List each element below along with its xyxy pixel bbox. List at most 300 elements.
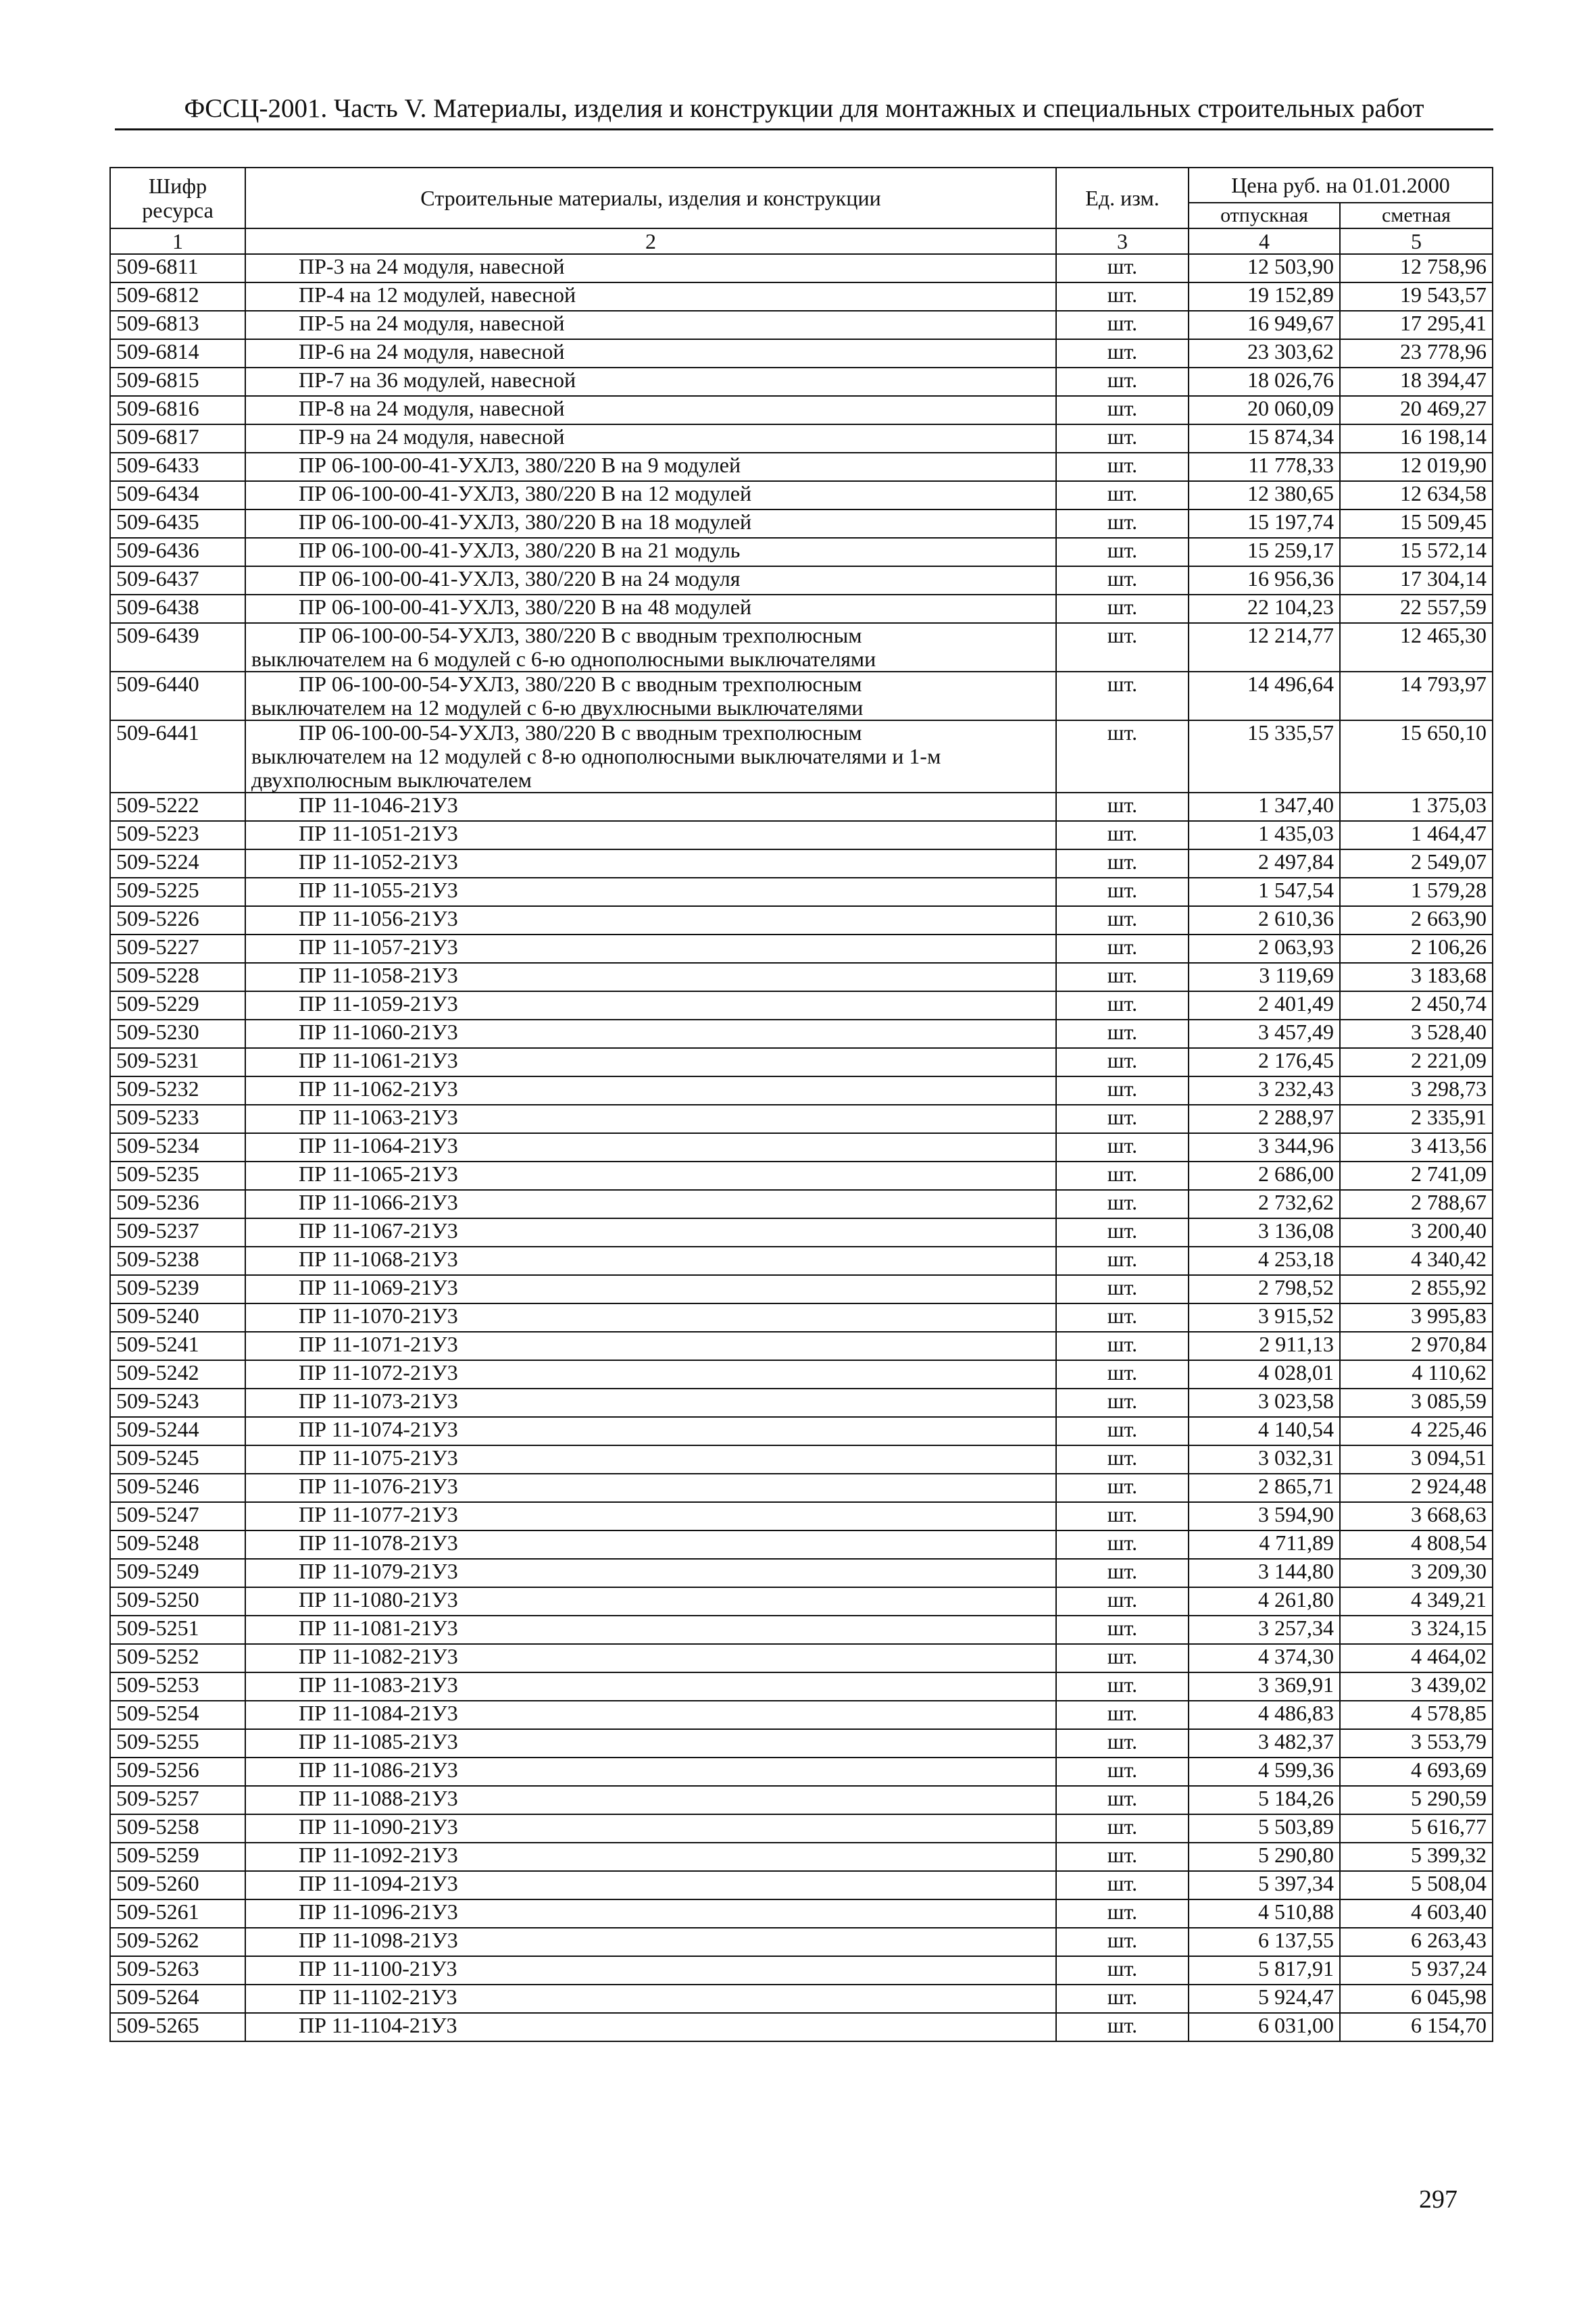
material-name-line: ПР 11-1055-21У3 (299, 878, 458, 902)
price-release-cell: 5 924,47 (1189, 1985, 1340, 2013)
material-name-cell (245, 1587, 1056, 1616)
unit-cell: шт. (1056, 793, 1189, 821)
material-name-cell (245, 1303, 1056, 1332)
material-name-line: ПР 11-1074-21У3 (299, 1417, 458, 1441)
material-name-continuation: выключателем на 12 модулей с 8-ю однополюсными выключателями и 1-м двухполюсным выключателем (251, 744, 941, 792)
material-name-cell (245, 311, 1056, 339)
price-release-cell: 2 176,45 (1189, 1048, 1340, 1076)
table-row (110, 1814, 1493, 1843)
material-name-cell (245, 396, 1056, 424)
material-name-line: ПР 11-1046-21У3 (299, 793, 458, 817)
unit-cell: шт. (1056, 1218, 1189, 1247)
material-name-line: ПР 11-1076-21У3 (299, 1474, 458, 1498)
price-table-body (110, 254, 1493, 2041)
resource-code-cell: 509-5254 (110, 1701, 245, 1729)
table-row (110, 1076, 1493, 1105)
table-row (110, 1985, 1493, 2013)
price-release-cell: 3 023,58 (1189, 1389, 1340, 1417)
price-release-cell: 2 732,62 (1189, 1190, 1340, 1218)
price-release-cell: 20 060,09 (1189, 396, 1340, 424)
table-row (110, 424, 1493, 453)
unit-cell: шт. (1056, 595, 1189, 623)
resource-code-cell: 509-5247 (110, 1502, 245, 1530)
price-estimate-cell: 4 110,62 (1340, 1360, 1493, 1389)
column-number-row (110, 228, 1493, 254)
unit-cell: шт. (1056, 1502, 1189, 1530)
material-name-line: ПР-7 на 36 модулей, навесной (299, 368, 576, 392)
price-release-cell: 22 104,23 (1189, 595, 1340, 623)
price-estimate-cell: 12 634,58 (1340, 481, 1493, 509)
unit-cell: шт. (1056, 1899, 1189, 1928)
resource-code-cell: 509-5250 (110, 1587, 245, 1616)
resource-code-cell: 509-5265 (110, 2013, 245, 2041)
price-estimate-cell: 3 094,51 (1340, 1445, 1493, 1474)
price-release-cell: 15 259,17 (1189, 538, 1340, 566)
resource-code-cell: 509-5237 (110, 1218, 245, 1247)
resource-code-cell: 509-6433 (110, 453, 245, 481)
unit-cell: шт. (1056, 935, 1189, 963)
price-release-cell: 2 063,93 (1189, 935, 1340, 963)
unit-cell: шт. (1056, 1332, 1189, 1360)
material-name-cell (245, 672, 1056, 720)
price-estimate-cell: 12 758,96 (1340, 254, 1493, 282)
resource-code-cell: 509-5248 (110, 1530, 245, 1559)
material-name-cell (245, 963, 1056, 991)
price-release-cell: 3 457,49 (1189, 1020, 1340, 1048)
table-row (110, 672, 1493, 720)
material-name-line: ПР 11-1065-21У3 (299, 1162, 458, 1186)
unit-cell: шт. (1056, 1303, 1189, 1332)
price-estimate-cell: 4 808,54 (1340, 1530, 1493, 1559)
material-name-cell (245, 935, 1056, 963)
price-estimate-cell: 5 399,32 (1340, 1843, 1493, 1871)
material-name-cell (245, 424, 1056, 453)
material-name-line: ПР 11-1104-21У3 (299, 2013, 457, 2037)
material-name-line: ПР 11-1058-21У3 (299, 963, 458, 987)
material-name-cell (245, 849, 1056, 878)
material-name-continuation: выключателем на 6 модулей с 6-ю однополюсными выключателями (251, 647, 876, 671)
resource-code-cell: 509-5229 (110, 991, 245, 1020)
resource-code-cell: 509-5258 (110, 1814, 245, 1843)
price-release-cell: 12 503,90 (1189, 254, 1340, 282)
price-release-cell: 2 686,00 (1189, 1162, 1340, 1190)
price-estimate-cell: 14 793,97 (1340, 672, 1493, 720)
material-name-line: ПР 11-1098-21У3 (299, 1928, 458, 1952)
resource-code-cell: 509-5234 (110, 1133, 245, 1162)
price-release-cell: 2 610,36 (1189, 906, 1340, 935)
price-estimate-cell: 16 198,14 (1340, 424, 1493, 453)
price-release-cell: 3 144,80 (1189, 1559, 1340, 1587)
table-row (110, 1275, 1493, 1303)
material-name-line: ПР 11-1056-21У3 (299, 906, 458, 930)
unit-cell: шт. (1056, 672, 1189, 720)
resource-code-cell: 509-6440 (110, 672, 245, 720)
price-table-header (110, 168, 1493, 254)
page-number: 297 (1419, 2185, 1457, 2214)
material-name-cell (245, 1758, 1056, 1786)
material-name-cell (245, 1843, 1056, 1871)
material-name-line: ПР 11-1075-21У3 (299, 1445, 458, 1470)
price-release-cell: 4 510,88 (1189, 1899, 1340, 1928)
price-estimate-cell: 5 290,59 (1340, 1786, 1493, 1814)
resource-code-cell: 509-5238 (110, 1247, 245, 1275)
material-name-cell (245, 509, 1056, 538)
price-release-cell: 3 369,91 (1189, 1672, 1340, 1701)
material-name-cell (245, 1417, 1056, 1445)
material-name-line: ПР 11-1082-21У3 (299, 1644, 458, 1668)
unit-cell: шт. (1056, 963, 1189, 991)
price-estimate-cell: 3 298,73 (1340, 1076, 1493, 1105)
unit-cell: шт. (1056, 453, 1189, 481)
material-name-line: ПР 11-1051-21У3 (299, 821, 458, 845)
price-estimate-cell: 3 209,30 (1340, 1559, 1493, 1587)
column-header-unit: Ед. изм. (1056, 168, 1189, 228)
table-row (110, 1899, 1493, 1928)
price-estimate-cell: 3 439,02 (1340, 1672, 1493, 1701)
unit-cell: шт. (1056, 906, 1189, 935)
column-number: 5 (1340, 228, 1493, 254)
table-row (110, 1020, 1493, 1048)
unit-cell: шт. (1056, 1162, 1189, 1190)
price-release-cell: 23 303,62 (1189, 339, 1340, 368)
unit-cell: шт. (1056, 1871, 1189, 1899)
table-row (110, 1105, 1493, 1133)
price-estimate-cell: 2 855,92 (1340, 1275, 1493, 1303)
price-estimate-cell: 22 557,59 (1340, 595, 1493, 623)
material-name-cell (245, 720, 1056, 793)
material-name-cell (245, 481, 1056, 509)
unit-cell: шт. (1056, 1672, 1189, 1701)
table-row (110, 282, 1493, 311)
material-name-line: ПР 11-1057-21У3 (299, 935, 458, 959)
unit-cell: шт. (1056, 1701, 1189, 1729)
resource-code-cell: 509-6814 (110, 339, 245, 368)
unit-cell: шт. (1056, 1559, 1189, 1587)
resource-code-cell: 509-5246 (110, 1474, 245, 1502)
unit-cell: шт. (1056, 1587, 1189, 1616)
material-name-cell (245, 1928, 1056, 1956)
table-row (110, 595, 1493, 623)
column-number: 3 (1056, 228, 1189, 254)
material-name-line: ПР 11-1072-21У3 (299, 1360, 458, 1385)
resource-code-cell: 509-6812 (110, 282, 245, 311)
table-row (110, 849, 1493, 878)
table-row (110, 1928, 1493, 1956)
resource-code-cell: 509-5239 (110, 1275, 245, 1303)
resource-code-cell: 509-5263 (110, 1956, 245, 1985)
unit-cell: шт. (1056, 1020, 1189, 1048)
price-estimate-cell: 3 995,83 (1340, 1303, 1493, 1332)
table-row (110, 963, 1493, 991)
material-name-line: ПР-6 на 24 модуля, навесной (299, 339, 565, 364)
material-name-line: ПР 06-100-00-41-УХЛ3, 380/220 В на 48 модулей (299, 595, 752, 619)
price-estimate-cell: 5 937,24 (1340, 1956, 1493, 1985)
material-name-cell (245, 1985, 1056, 2013)
column-header-name: Строительные материалы, изделия и конструкции (245, 168, 1056, 228)
material-name-line: ПР 11-1060-21У3 (299, 1020, 458, 1044)
resource-code-cell: 509-5249 (110, 1559, 245, 1587)
material-name-cell (245, 1275, 1056, 1303)
resource-code-cell: 509-5227 (110, 935, 245, 963)
resource-code-cell: 509-5242 (110, 1360, 245, 1389)
table-row (110, 1502, 1493, 1530)
price-release-cell: 4 374,30 (1189, 1644, 1340, 1672)
unit-cell: шт. (1056, 991, 1189, 1020)
table-row (110, 991, 1493, 1020)
price-release-cell: 6 031,00 (1189, 2013, 1340, 2041)
price-release-cell: 14 496,64 (1189, 672, 1340, 720)
price-estimate-cell: 3 528,40 (1340, 1020, 1493, 1048)
table-row (110, 566, 1493, 595)
unit-cell: шт. (1056, 311, 1189, 339)
price-estimate-cell: 18 394,47 (1340, 368, 1493, 396)
unit-cell: шт. (1056, 849, 1189, 878)
table-row (110, 1616, 1493, 1644)
table-row (110, 1729, 1493, 1758)
material-name-line: ПР-4 на 12 модулей, навесной (299, 282, 576, 307)
price-estimate-cell: 6 263,43 (1340, 1928, 1493, 1956)
material-name-cell (245, 1133, 1056, 1162)
price-estimate-cell: 23 778,96 (1340, 339, 1493, 368)
price-release-cell: 2 911,13 (1189, 1332, 1340, 1360)
table-row (110, 1303, 1493, 1332)
material-name-line: ПР-9 на 24 модуля, навесной (299, 424, 565, 449)
material-name-cell (245, 1105, 1056, 1133)
price-release-cell: 1 547,54 (1189, 878, 1340, 906)
price-estimate-cell: 2 788,67 (1340, 1190, 1493, 1218)
table-row (110, 623, 1493, 672)
table-row (110, 935, 1493, 963)
material-name-line: ПР 11-1064-21У3 (299, 1133, 458, 1158)
material-name-cell (245, 1729, 1056, 1758)
resource-code-cell: 509-5244 (110, 1417, 245, 1445)
price-estimate-cell: 20 469,27 (1340, 396, 1493, 424)
price-release-cell: 3 232,43 (1189, 1076, 1340, 1105)
table-row (110, 1417, 1493, 1445)
table-row (110, 1701, 1493, 1729)
unit-cell: шт. (1056, 1133, 1189, 1162)
price-estimate-cell: 1 464,47 (1340, 821, 1493, 849)
price-estimate-cell: 17 304,14 (1340, 566, 1493, 595)
price-release-cell: 4 261,80 (1189, 1587, 1340, 1616)
price-estimate-cell: 2 970,84 (1340, 1332, 1493, 1360)
unit-cell: шт. (1056, 720, 1189, 793)
resource-code-cell: 509-6815 (110, 368, 245, 396)
material-name-cell (245, 2013, 1056, 2041)
table-row (110, 1445, 1493, 1474)
unit-cell: шт. (1056, 1956, 1189, 1985)
table-row (110, 821, 1493, 849)
price-release-cell: 5 397,34 (1189, 1871, 1340, 1899)
resource-code-cell: 509-5253 (110, 1672, 245, 1701)
material-name-cell (245, 1616, 1056, 1644)
unit-cell: шт. (1056, 282, 1189, 311)
table-row (110, 1956, 1493, 1985)
material-name-line: ПР 11-1052-21У3 (299, 849, 458, 874)
price-release-cell: 16 956,36 (1189, 566, 1340, 595)
resource-code-cell: 509-6437 (110, 566, 245, 595)
material-name-line: ПР 11-1086-21У3 (299, 1758, 458, 1782)
unit-cell: шт. (1056, 424, 1189, 453)
table-row (110, 1048, 1493, 1076)
price-estimate-cell: 19 543,57 (1340, 282, 1493, 311)
column-header-price-estimate: сметная (1340, 203, 1493, 228)
table-row (110, 311, 1493, 339)
material-name-cell (245, 1360, 1056, 1389)
resource-code-cell: 509-5264 (110, 1985, 245, 2013)
material-name-cell (245, 1672, 1056, 1701)
resource-code-cell: 509-5251 (110, 1616, 245, 1644)
table-row (110, 453, 1493, 481)
price-release-cell: 15 874,34 (1189, 424, 1340, 453)
price-estimate-cell: 15 509,45 (1340, 509, 1493, 538)
material-name-cell (245, 1644, 1056, 1672)
table-row (110, 1672, 1493, 1701)
unit-cell: шт. (1056, 1417, 1189, 1445)
material-name-cell (245, 1162, 1056, 1190)
table-row (110, 1758, 1493, 1786)
table-row (110, 1474, 1493, 1502)
price-estimate-cell: 6 154,70 (1340, 2013, 1493, 2041)
resource-code-cell: 509-6439 (110, 623, 245, 672)
price-release-cell: 15 335,57 (1189, 720, 1340, 793)
price-estimate-cell: 5 616,77 (1340, 1814, 1493, 1843)
price-estimate-cell: 4 578,85 (1340, 1701, 1493, 1729)
price-estimate-cell: 5 508,04 (1340, 1871, 1493, 1899)
material-name-cell (245, 595, 1056, 623)
unit-cell: шт. (1056, 1758, 1189, 1786)
material-name-line: ПР 11-1088-21У3 (299, 1786, 458, 1810)
price-release-cell: 6 137,55 (1189, 1928, 1340, 1956)
unit-cell: шт. (1056, 1644, 1189, 1672)
price-release-cell: 5 184,26 (1189, 1786, 1340, 1814)
resource-code-cell: 509-5245 (110, 1445, 245, 1474)
price-release-cell: 1 435,03 (1189, 821, 1340, 849)
material-name-continuation: выключателем на 12 модулей с 6-ю двухлюсными выключателями (251, 695, 864, 720)
price-estimate-cell: 4 464,02 (1340, 1644, 1493, 1672)
price-estimate-cell: 3 200,40 (1340, 1218, 1493, 1247)
price-release-cell: 3 915,52 (1189, 1303, 1340, 1332)
material-name-line: ПР 11-1090-21У3 (299, 1814, 458, 1839)
price-release-cell: 16 949,67 (1189, 311, 1340, 339)
material-name-line: ПР 11-1067-21У3 (299, 1218, 458, 1243)
price-estimate-cell: 4 603,40 (1340, 1899, 1493, 1928)
price-estimate-cell: 1 579,28 (1340, 878, 1493, 906)
material-name-line: ПР 11-1085-21У3 (299, 1729, 458, 1753)
resource-code-cell: 509-5241 (110, 1332, 245, 1360)
table-row (110, 1389, 1493, 1417)
material-name-cell (245, 1502, 1056, 1530)
price-estimate-cell: 12 019,90 (1340, 453, 1493, 481)
price-estimate-cell: 3 085,59 (1340, 1389, 1493, 1417)
material-name-line: ПР 11-1080-21У3 (299, 1587, 458, 1612)
resource-code-cell: 509-6434 (110, 481, 245, 509)
material-name-line: ПР 06-100-00-41-УХЛ3, 380/220 В на 9 модулей (299, 453, 741, 477)
unit-cell: шт. (1056, 1048, 1189, 1076)
material-name-cell (245, 1218, 1056, 1247)
unit-cell: шт. (1056, 1985, 1189, 2013)
table-row (110, 481, 1493, 509)
resource-code-cell: 509-5261 (110, 1899, 245, 1928)
unit-cell: шт. (1056, 1105, 1189, 1133)
price-release-cell: 4 253,18 (1189, 1247, 1340, 1275)
resource-code-cell: 509-5230 (110, 1020, 245, 1048)
resource-code-cell: 509-5226 (110, 906, 245, 935)
price-release-cell: 19 152,89 (1189, 282, 1340, 311)
material-name-line: ПР 11-1068-21У3 (299, 1247, 458, 1271)
table-row (110, 793, 1493, 821)
table-row (110, 368, 1493, 396)
material-name-line: ПР 11-1073-21У3 (299, 1389, 458, 1413)
table-row (110, 339, 1493, 368)
material-name-cell (245, 793, 1056, 821)
price-release-cell: 2 401,49 (1189, 991, 1340, 1020)
price-release-cell: 4 711,89 (1189, 1530, 1340, 1559)
price-estimate-cell: 12 465,30 (1340, 623, 1493, 672)
material-name-line: ПР 11-1078-21У3 (299, 1530, 458, 1555)
price-release-cell: 18 026,76 (1189, 368, 1340, 396)
resource-code-cell: 509-5236 (110, 1190, 245, 1218)
unit-cell: шт. (1056, 1445, 1189, 1474)
price-release-cell: 2 288,97 (1189, 1105, 1340, 1133)
price-estimate-cell: 4 225,46 (1340, 1417, 1493, 1445)
resource-code-cell: 509-5232 (110, 1076, 245, 1105)
material-name-cell (245, 1048, 1056, 1076)
column-number: 2 (245, 228, 1056, 254)
material-name-line: ПР 11-1077-21У3 (299, 1502, 458, 1526)
price-release-cell: 5 503,89 (1189, 1814, 1340, 1843)
table-row (110, 1218, 1493, 1247)
unit-cell: шт. (1056, 2013, 1189, 2041)
price-table (109, 167, 1493, 2042)
table-row (110, 254, 1493, 282)
material-name-cell (245, 339, 1056, 368)
material-name-cell (245, 623, 1056, 672)
table-row (110, 1332, 1493, 1360)
material-name-cell (245, 1814, 1056, 1843)
table-row (110, 878, 1493, 906)
price-estimate-cell: 3 553,79 (1340, 1729, 1493, 1758)
price-release-cell: 3 032,31 (1189, 1445, 1340, 1474)
material-name-line: ПР 06-100-00-54-УХЛ3, 380/220 В с вводным трехполюсным (299, 623, 862, 647)
material-name-cell (245, 1701, 1056, 1729)
table-row (110, 2013, 1493, 2041)
price-estimate-cell: 3 183,68 (1340, 963, 1493, 991)
unit-cell: шт. (1056, 1389, 1189, 1417)
unit-cell: шт. (1056, 396, 1189, 424)
price-release-cell: 4 486,83 (1189, 1701, 1340, 1729)
material-name-line: ПР 06-100-00-41-УХЛ3, 380/220 В на 21 модуль (299, 538, 741, 562)
material-name-cell (245, 821, 1056, 849)
table-row (110, 720, 1493, 793)
price-release-cell: 3 136,08 (1189, 1218, 1340, 1247)
material-name-line: ПР 06-100-00-54-УХЛ3, 380/220 В с вводным трехполюсным (299, 720, 862, 745)
material-name-cell (245, 1190, 1056, 1218)
unit-cell: шт. (1056, 538, 1189, 566)
column-header-price-release: отпускная (1189, 203, 1340, 228)
material-name-cell (245, 453, 1056, 481)
unit-cell: шт. (1056, 339, 1189, 368)
material-name-line: ПР 11-1070-21У3 (299, 1303, 458, 1328)
resource-code-cell: 509-5224 (110, 849, 245, 878)
material-name-cell (245, 368, 1056, 396)
unit-cell: шт. (1056, 878, 1189, 906)
document-title: ФССЦ-2001. Часть V. Материалы, изделия и конструкции для монтажных и специальных строительных работ (184, 94, 1424, 123)
price-estimate-cell: 4 340,42 (1340, 1247, 1493, 1275)
price-estimate-cell: 6 045,98 (1340, 1985, 1493, 2013)
unit-cell: шт. (1056, 1076, 1189, 1105)
material-name-line: ПР 11-1066-21У3 (299, 1190, 458, 1214)
